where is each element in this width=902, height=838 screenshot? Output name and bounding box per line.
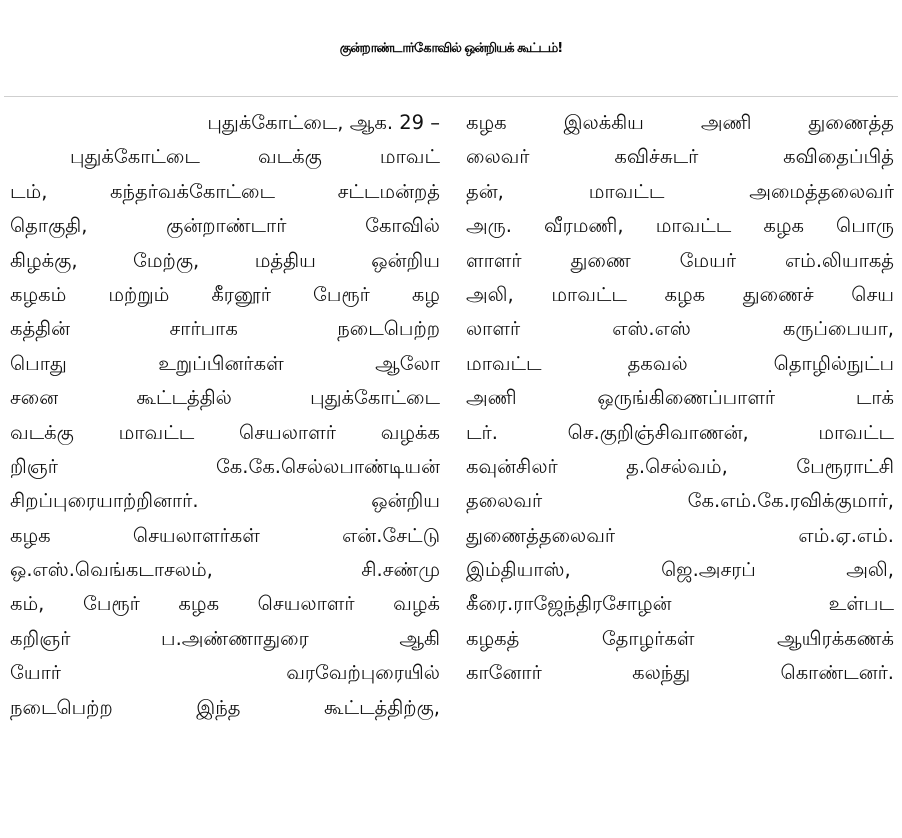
text-line: லைவர் கவிச்சுடர் கவிதைப்பித் <box>466 145 894 169</box>
text-line: கழகத் தோழர்கள் ஆயிரக்கணக் <box>466 626 894 650</box>
text-line: கழக இலக்கிய அணி துணைத்த <box>466 111 894 134</box>
text-line: தலைவர் கே.எம்.கே.ரவிக்குமார், <box>466 489 894 513</box>
text-line: கானோர் கலந்து கொண்டனர். <box>466 661 894 685</box>
article-column-right <box>466 106 894 691</box>
text-line: கீரை.ராஜேந்திரசோழன் உள்பட <box>466 592 894 616</box>
text-line: றிஞர் கே.கே.செல்லபாண்டியன் <box>10 454 440 478</box>
text-line: கிழக்கு, மேற்கு, மத்திய ஒன்றிய <box>10 248 440 272</box>
text-line: சனை கூட்டத்தில் புதுக்கோட்டை <box>10 386 440 410</box>
article-column-left <box>10 106 440 725</box>
text-line: கத்தின் சார்பாக நடைபெற்ற <box>10 317 440 341</box>
text-line: துணைத்தலைவர் எம்.ஏ.எம். <box>466 523 894 547</box>
text-line: ஒ.எஸ்.வெங்கடாசலம், சி.சண்மு <box>10 558 440 582</box>
article-headline: குன்றாண்டார்கோவில் ஒன்றியக் கூட்டம்! <box>339 41 563 56</box>
text-line: கவுன்சிலர் த.செல்வம், பேரூராட்சி <box>466 454 894 478</box>
text-line: ளாளர் துணை மேயர் எம்.லியாகத் <box>466 248 894 272</box>
text-line: கழக செயலாளர்கள் என்.சேட்டு <box>10 523 440 547</box>
dateline: புதுக்கோட்டை, ஆக. 29 – <box>207 111 440 134</box>
text-line: மாவட்ட தகவல் தொழில்நுட்ப <box>466 351 894 375</box>
text-line: டர். செ.குறிஞ்சிவாணன், மாவட்ட <box>466 420 894 444</box>
text-line: புதுக்கோட்டை வடக்கு மாவட் <box>70 145 440 169</box>
text-line: வடக்கு மாவட்ட செயலாளர் வழக்க <box>10 420 440 444</box>
text-line: அலி, மாவட்ட கழக துணைச் செய <box>466 282 894 306</box>
text-line: லாளர் எஸ்.எஸ் கருப்பையா, <box>466 317 894 341</box>
text-line: பொது உறுப்பினர்கள் ஆலோ <box>10 351 440 375</box>
text-line: தொகுதி, குன்றாண்டார் கோவில் <box>10 214 440 238</box>
text-line: சிறப்புரையாற்றினார். ஒன்றிய <box>10 489 440 513</box>
text-line: கறிஞர் ப.அண்ணாதுரை ஆகி <box>10 626 440 650</box>
text-line: யோர் வரவேற்புரையில் <box>10 661 440 685</box>
text-line: நடைபெற்ற இந்த கூட்டத்திற்கு, <box>10 695 440 719</box>
text-line: இம்தியாஸ், ஜெ.அசரப் அலி, <box>466 558 894 582</box>
text-line: தன், மாவட்ட அமைத்தலைவர் <box>466 179 894 203</box>
text-line: டம், கந்தர்வக்கோட்டை சட்டமன்றத் <box>10 179 440 203</box>
text-line: அரு. வீரமணி, மாவட்ட கழக பொரு <box>466 214 894 238</box>
headline-divider <box>4 96 898 97</box>
text-line: கழகம் மற்றும் கீரனூர் பேரூர் கழ <box>10 282 440 306</box>
text-line: அணி ஒருங்கிணைப்பாளர் டாக் <box>466 386 894 410</box>
text-line: கம், பேரூர் கழக செயலாளர் வழக் <box>10 592 440 616</box>
